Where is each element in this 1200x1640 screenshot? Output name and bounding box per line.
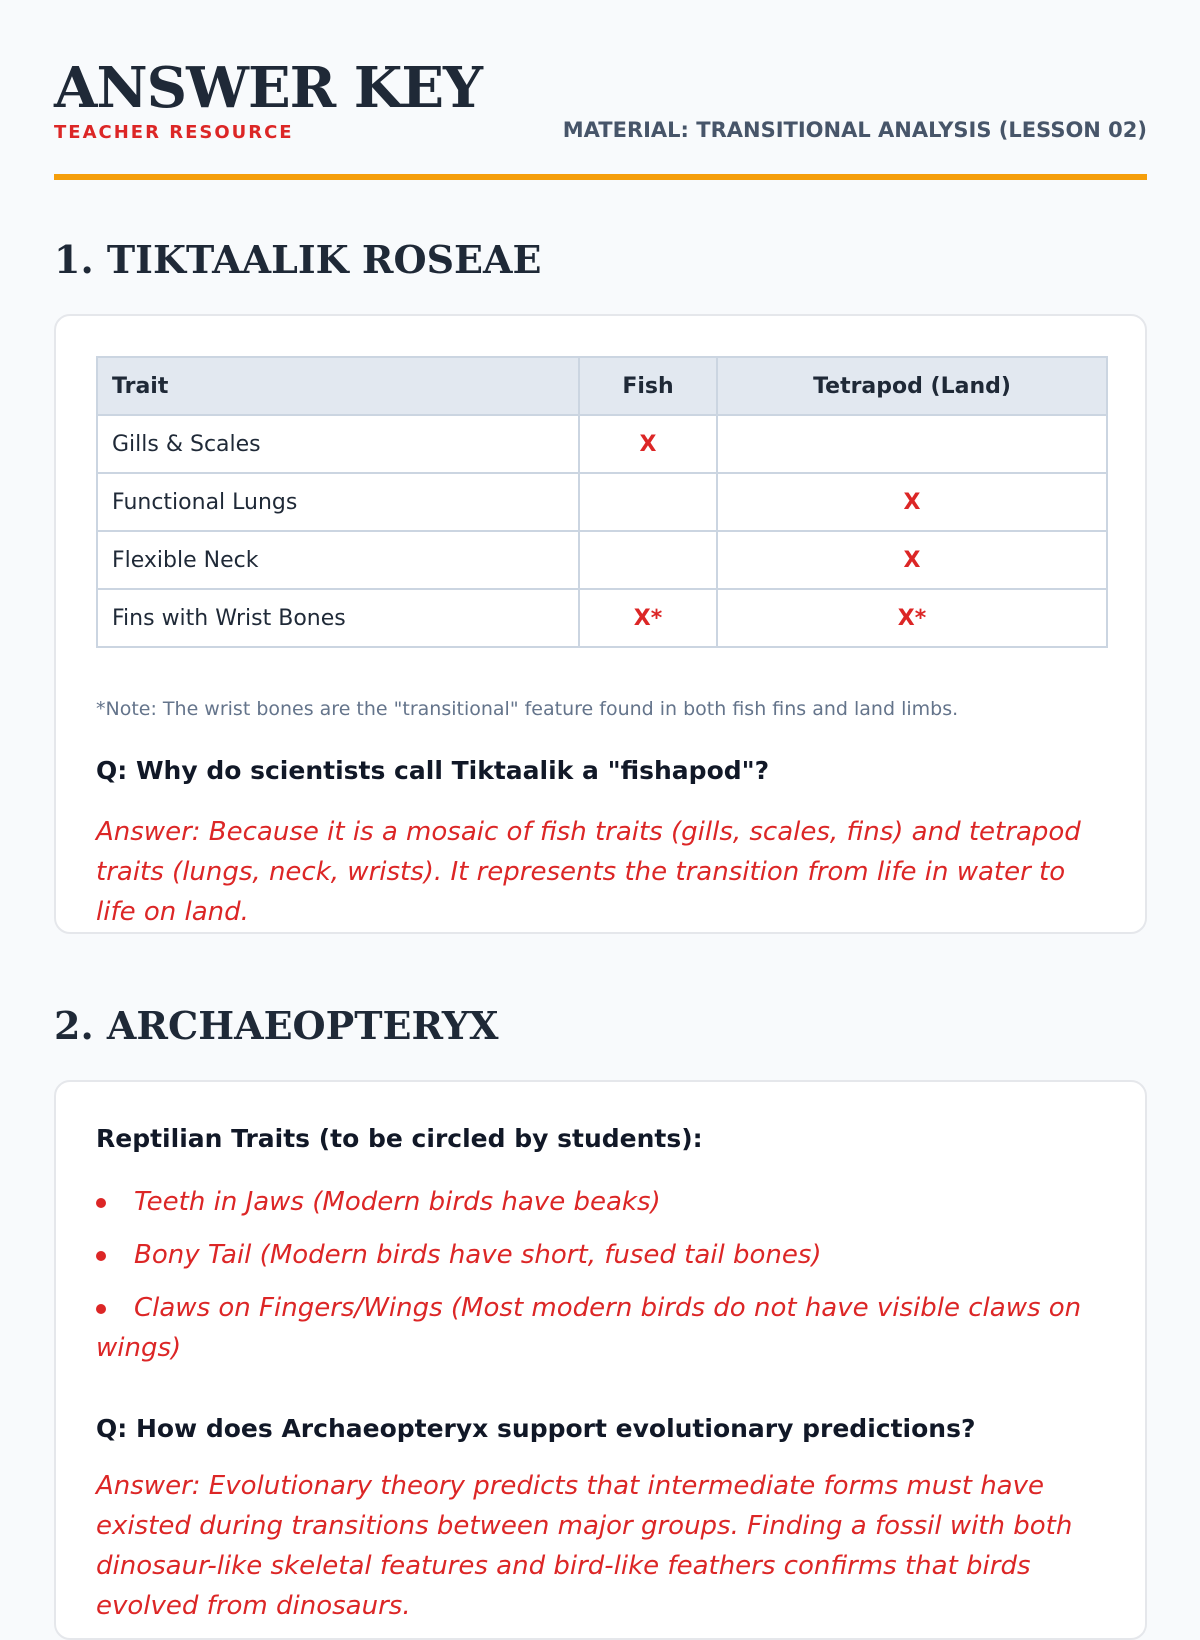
- table-row: [97, 589, 1107, 647]
- material-label: MATERIAL: TRANSITIONAL ANALYSIS (LESSON 02): [562, 118, 1147, 142]
- trait-text: Teeth in Jaws (Modern birds have beaks): [134, 1187, 661, 1217]
- question-fishapod: Q: Why do scientists call Tiktaalik a "fishapod"?: [96, 756, 770, 785]
- page-title: ANSWER KEY: [54, 55, 483, 121]
- column-header-tetrapod: Tetrapod (Land): [717, 357, 1107, 415]
- tetrapod-mark-cell: X: [717, 473, 1107, 531]
- header-divider: [54, 174, 1147, 180]
- trait-table: [96, 356, 1108, 648]
- bullet-icon: [96, 1251, 106, 1261]
- page-subtitle: TEACHER RESOURCE: [54, 122, 294, 143]
- bullet-icon: [96, 1198, 106, 1208]
- trait-cell: Functional Lungs: [97, 473, 579, 531]
- table-row: [97, 473, 1107, 531]
- tetrapod-mark-cell: X*: [717, 589, 1107, 647]
- page-header: [54, 50, 1147, 180]
- fish-mark-cell: [579, 531, 717, 589]
- section-title-tiktaalik: 1. TIKTAALIK ROSEAE: [54, 237, 542, 282]
- table-row: [97, 415, 1107, 473]
- reptilian-traits-heading: Reptilian Traits (to be circled by students):: [96, 1124, 703, 1153]
- trait-text: Claws on Fingers/Wings (Most modern birds do not have visible claws on wings): [96, 1293, 1082, 1363]
- tiktaalik-card: [54, 314, 1147, 934]
- reptilian-traits-list: [96, 1182, 1106, 1381]
- trait-text: Bony Tail (Modern birds have short, fused tail bones): [134, 1240, 822, 1270]
- table-header-row: [97, 357, 1107, 415]
- table-row: [97, 531, 1107, 589]
- section-title-archaeopteryx: 2. ARCHAEOPTERYX: [54, 1003, 499, 1048]
- fish-mark-cell: X: [579, 415, 717, 473]
- fish-mark-cell: [579, 473, 717, 531]
- question-evolutionary-predictions: Q: How does Archaeopteryx support evolutionary predictions?: [96, 1414, 976, 1443]
- column-header-fish: Fish: [579, 357, 717, 415]
- answer-fishapod: Answer: Because it is a mosaic of fish traits (gills, scales, fins) and tetrapod traits (lungs, neck, wrists). It represents the transition from life in water to life on land.: [96, 817, 1081, 927]
- trait-cell: Fins with Wrist Bones: [97, 589, 579, 647]
- trait-cell: Gills & Scales: [97, 415, 579, 473]
- archaeopteryx-card: [54, 1080, 1147, 1640]
- list-item: [96, 1235, 1106, 1275]
- table-footnote: *Note: The wrist bones are the "transitional" feature found in both fish fins and land limbs.: [96, 698, 959, 720]
- column-header-trait: Trait: [97, 357, 579, 415]
- trait-cell: Flexible Neck: [97, 531, 579, 589]
- list-item: [96, 1182, 1106, 1222]
- tetrapod-mark-cell: X: [717, 531, 1107, 589]
- answer-evolutionary-predictions: Answer: Evolutionary theory predicts that intermediate forms must have existed during transitions between major groups. Finding a fossil with both dinosaur-like skeletal features and bird-like feathers confirms that birds evolved from dinosaurs.: [96, 1471, 1073, 1621]
- bullet-icon: [96, 1304, 106, 1314]
- fish-mark-cell: X*: [579, 589, 717, 647]
- tetrapod-mark-cell: [717, 415, 1107, 473]
- list-item: [96, 1288, 1106, 1368]
